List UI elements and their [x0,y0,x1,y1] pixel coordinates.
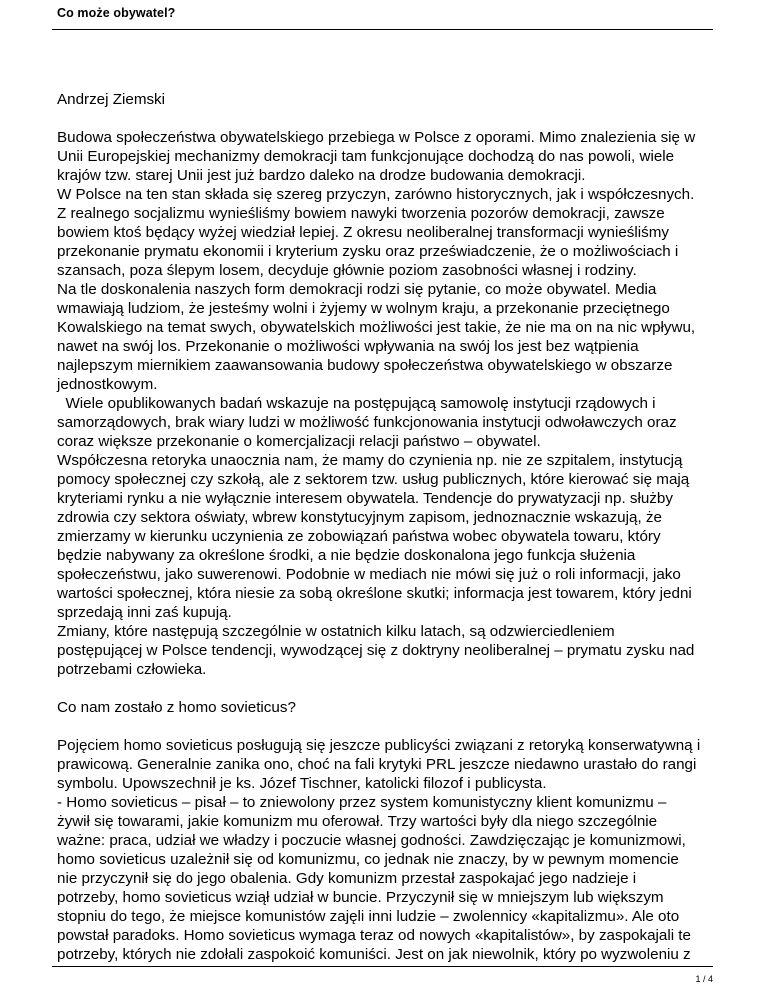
text-line: wartości społecznej, która niesie za sobą określone skutki; informacja jest towarem, który jedni [57,585,692,602]
text-line: homo sovieticus uzależnił się od komunizmu, co jednak nie znaczy, by w pewnym momencie [57,851,679,868]
paragraph-gap [57,717,729,736]
text-line: Współczesna retoryka unaocznia nam, że mamy do czynienia np. nie ze szpitalem, instytucją [57,452,683,469]
text-line: nawet na swój los. Przekonanie o możliwości wpływania na swój los jest bez wątpienia [57,338,639,355]
text-line: kryteriami rynku a nie wyłącznie interesem obywatela. Tendencje do prywatyzacji np. służby [57,490,673,507]
text-line: potrzeby, których nie zdołali zaspokoić komuniści. Jest on jak niewolnik, który po wyzwoleniu z [57,946,691,963]
body-section-1 [57,128,729,679]
author-name: Andrzej Ziemski [57,91,166,108]
paragraph-gap [57,109,729,128]
text-line: samorządowych, brak wiary ludzi w możliwość funkcjonowania instytucji odwoławczych oraz [57,414,677,431]
page-number: 1 / 4 [695,974,713,984]
text-line: potrzebami człowieka. [57,661,207,678]
text-line: stopniu do tego, że miejsce komunistów zajęli inni ludzie – zwolennicy «kapitalizmu». Ale oto [57,908,680,925]
text-line: Unii Europejskiej mechanizmy demokracji tam funkcjonujące dochodzą do nas powoli, wiele [57,148,675,165]
text-line: szansach, poza ślepym losem, decyduje głównie poziom zasobności własnej i rodziny. [57,262,637,279]
header-divider [52,29,713,30]
text-line: krajów tzw. starej Unii jest już bardzo daleko na drodze budowania demokracji. [57,167,586,184]
document-header-title: Co może obywatel? [57,6,176,20]
text-line: W Polsce na ten stan składa się szereg przyczyn, zarówno historycznych, jak i współczesnych. [57,186,695,203]
text-line: prawicową. Generalnie zanika ono, choć na fali krytyki PRL jeszcze niedawno urastało do rangi [57,756,697,773]
text-line: pomocy społecznej czy szkołą, ale z sektorem tzw. usług publicznych, które kierować się mają [57,471,690,488]
body-section-2 [57,736,729,964]
text-line: potrzeby, homo sovieticus wziął udział w buncie. Przyczynił się w mniejszym lub większym [57,889,664,906]
text-line: sprzedają inni zaś kupują. [57,604,232,621]
paragraph-gap [57,679,729,698]
text-line: Na tle doskonalenia naszych form demokracji rodzi się pytanie, co może obywatel. Media [57,281,657,298]
text-line: - Homo sovieticus – pisał – to zniewolony przez system komunistyczny klient komunizmu – [57,794,667,811]
footer-divider [52,966,713,967]
text-line: Wiele opublikowanych badań wskazuje na postępującą samowolę instytucji rządowych i [57,395,656,412]
text-line: społeczeństwu, jako suwerenowi. Podobnie w mediach nie mówi się już o roli informacji, jako [57,566,681,583]
text-line: wmawiają ludziom, że jesteśmy wolni i żyjemy w wolnym kraju, a przekonanie przeciętnego [57,300,670,317]
document-body [57,90,729,964]
text-line: bowiem ktoś będący wyżej wiedział lepiej. Z okresu neoliberalnej transformacji wynieśliśmy [57,224,669,241]
text-line: będzie nabywany za określone środki, a nie będzie doskonalona jego funkcja służenia [57,547,636,564]
text-line: Zmiany, które następują szczególnie w ostatnich kilku latach, są odzwierciedleniem [57,623,615,640]
text-line: zmierzamy w kierunku uczynienia ze zobowiązań państwa wobec obywatela towaru, który [57,528,661,545]
text-line: jednostkowym. [57,376,158,393]
text-line: najlepszym miernikiem zaawansowania budowy społeczeństwa obywatelskiego w obszarze [57,357,673,374]
text-line: Budowa społeczeństwa obywatelskiego przebiega w Polsce z oporami. Mimo znalezienia się w [57,129,696,146]
text-line: nie przyczynił się do jego obalenia. Gdy komunizm przestał zaspokajać jego nadzieje i [57,870,637,887]
text-line: Z realnego socjalizmu wynieśliśmy bowiem nawyki tworzenia pozorów demokracji, zawsze [57,205,665,222]
text-line: ważne: praca, udział we władzy i poczucie własnej godności. Zawdzięczając je komunizmowi, [57,832,686,849]
text-line: zdrowia czy sektora oświaty, wbrew konstytucyjnym zapisom, jednoznacznie wskazują, że [57,509,662,526]
text-line: przekonanie prymatu ekonomii i kryterium zysku oraz przeświadczenie, że o możliwościach i [57,243,679,260]
text-line: coraz większe przekonanie o komercjalizacji relacji państwo – obywatel. [57,433,541,450]
text-line: powstał paradoks. Homo sovieticus wymaga teraz od nowych «kapitalistów», by zaspokajali te [57,927,691,944]
text-line: żywił się towarami, jakie komunizm mu oferował. Trzy wartości były dla niego szczególnie [57,813,658,830]
text-line: Pojęciem homo sovieticus posługują się jeszcze publicyści związani z retoryką konserwatywną i [57,737,701,754]
text-line: symbolu. Upowszechnił je ks. Józef Tischner, katolicki filozof i publicysta. [57,775,547,792]
section-question: Co nam zostało z homo sovieticus? [57,699,296,716]
text-line: postępującej w Polsce tendencji, wywodzącej się z doktryny neoliberalnej – prymatu zysku nad [57,642,695,659]
text-line: Kowalskiego na temat swych, obywatelskich możliwości jest takie, że nie ma on na nic wpływu, [57,319,696,336]
